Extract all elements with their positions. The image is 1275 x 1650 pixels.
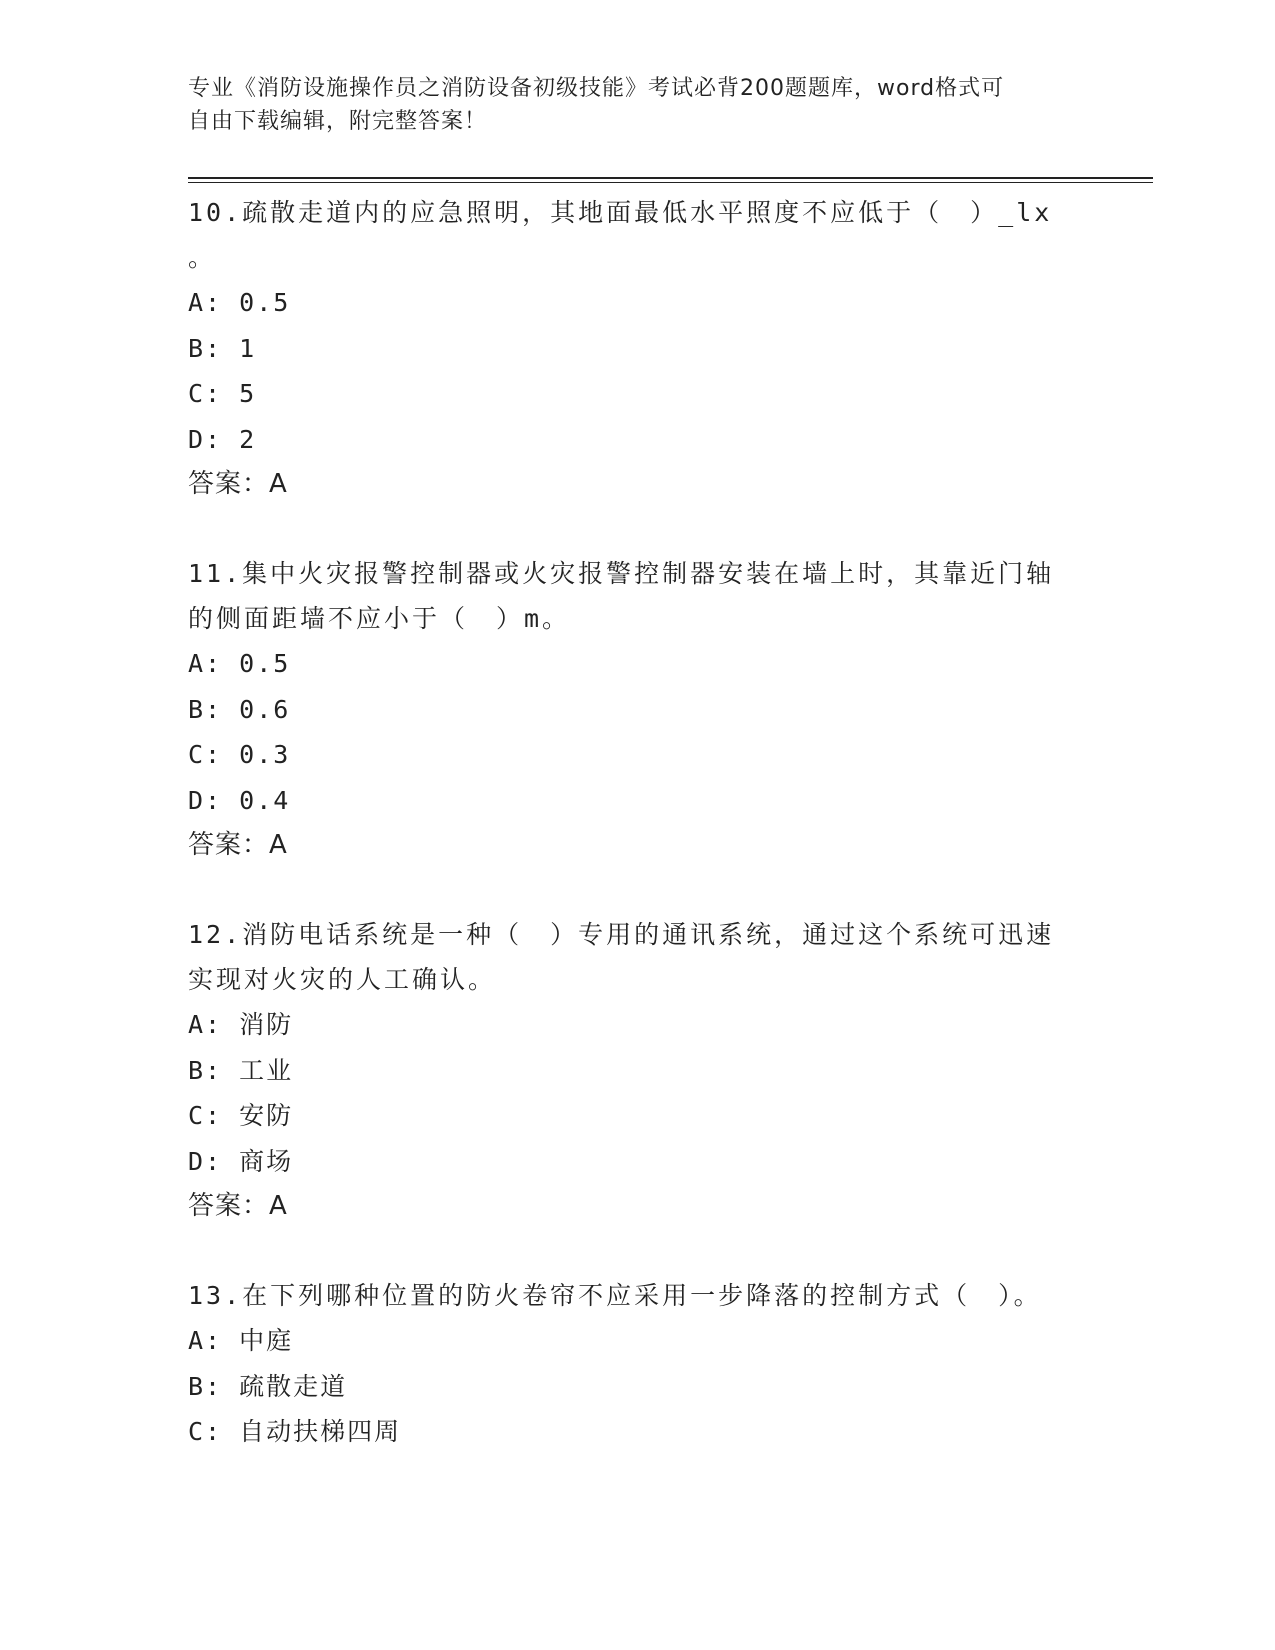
- spacer: [188, 868, 1088, 912]
- option-c: C: 5: [188, 379, 257, 408]
- header-line-1: 专业《消防设施操作员之消防设备初级技能》考试必背200题题库，word格式可: [188, 76, 1005, 101]
- question-text: 12.消防电话系统是一种（ ）专用的通讯系统，通过这个系统可迅速: [188, 920, 1055, 949]
- option-c: C: 自动扶梯四周: [188, 1417, 402, 1446]
- option-c: C: 安防: [188, 1101, 294, 1130]
- option-b: B: 工业: [188, 1055, 294, 1085]
- option-d: D: 商场: [188, 1146, 294, 1176]
- option-d: D: 2: [188, 424, 257, 454]
- question-12: [188, 912, 1088, 1229]
- spacer: [188, 1229, 1088, 1273]
- question-text: 10.疏散走道内的应急照明，其地面最低水平照度不应低于（ ）_lx: [188, 198, 1053, 227]
- option-d: D: 0.4: [188, 785, 291, 815]
- question-10: [188, 190, 1088, 507]
- answer: 答案：A: [188, 830, 288, 860]
- question-text: 13.在下列哪种位置的防火卷帘不应采用一步降落的控制方式（ ）。: [188, 1281, 1042, 1310]
- question-text-continued: 的侧面距墙不应小于（ ）m。: [188, 604, 571, 633]
- header-divider-thin: [188, 182, 1153, 183]
- question-11: [188, 551, 1088, 868]
- question-text-continued: 实现对火灾的人工确认。: [188, 965, 497, 994]
- document-header: [188, 72, 1088, 138]
- header-line-2: 自由下载编辑，附完整答案！: [188, 109, 488, 134]
- option-c: C: 0.3: [188, 740, 291, 769]
- question-list: [188, 190, 1088, 1455]
- question-13: [188, 1273, 1088, 1455]
- option-a: A: 0.5: [188, 288, 291, 317]
- answer: 答案：A: [188, 1191, 288, 1221]
- option-b: B: 0.6: [188, 694, 291, 724]
- header-divider-thick: [188, 177, 1153, 179]
- answer: 答案：A: [188, 469, 288, 499]
- option-a: A: 消防: [188, 1010, 294, 1039]
- option-a: A: 中庭: [188, 1326, 294, 1355]
- question-text-continued: 。: [188, 243, 217, 272]
- spacer: [188, 507, 1088, 551]
- option-a: A: 0.5: [188, 649, 291, 678]
- option-b: B: 疏散走道: [188, 1371, 348, 1401]
- question-text: 11.集中火灾报警控制器或火灾报警控制器安装在墙上时，其靠近门轴: [188, 559, 1055, 588]
- option-b: B: 1: [188, 333, 257, 363]
